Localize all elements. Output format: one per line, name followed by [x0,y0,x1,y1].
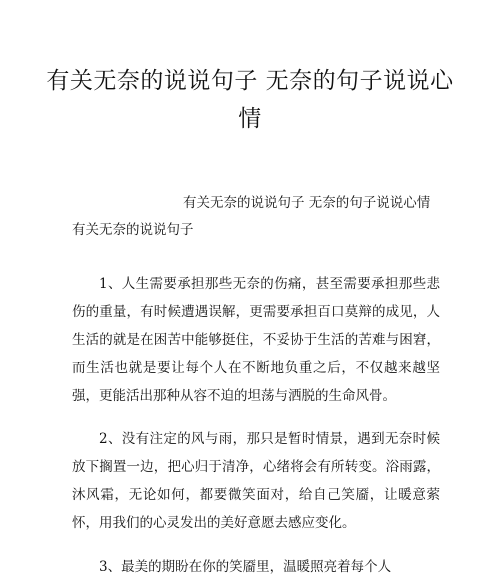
subtitle-line-2: 有关无奈的说说句子 [72,222,194,238]
paragraph-1: 1、人生需要承担那些无奈的伤痛，甚至需要承担那些悲伤的重量，有时候遭遇误解，更需要承担百口莫辩的成见，人生活的就是在困苦中能够挺住，不妥协于生活的苦难与困窘，而生活也就是要让每个人在不断地负重之后，不仅越来越坚强，更能活出那种从容不迫的坦荡与洒脱的生命风骨。 [72,276,440,404]
document-title: 有关无奈的说说句子 无奈的句子说说心情 [46,68,454,132]
paragraph-3: 3、最美的期盼在你的笑靥里，温暖照亮着每个人 [99,559,392,575]
subtitle-line-1: 有关无奈的说说句子 无奈的句子说说心情 [183,195,431,211]
paragraph-2: 2、没有注定的风与雨，那只是暂时情景，遇到无奈时候放下搁置一边，把心归于清净，心绪将会有所转变。浴雨露，沐风霜，无论如何，都要微笑面对，给自己笑靥，让暖意萦怀，用我们的心灵发出的美好意愿去感应变化。 [72,431,440,531]
